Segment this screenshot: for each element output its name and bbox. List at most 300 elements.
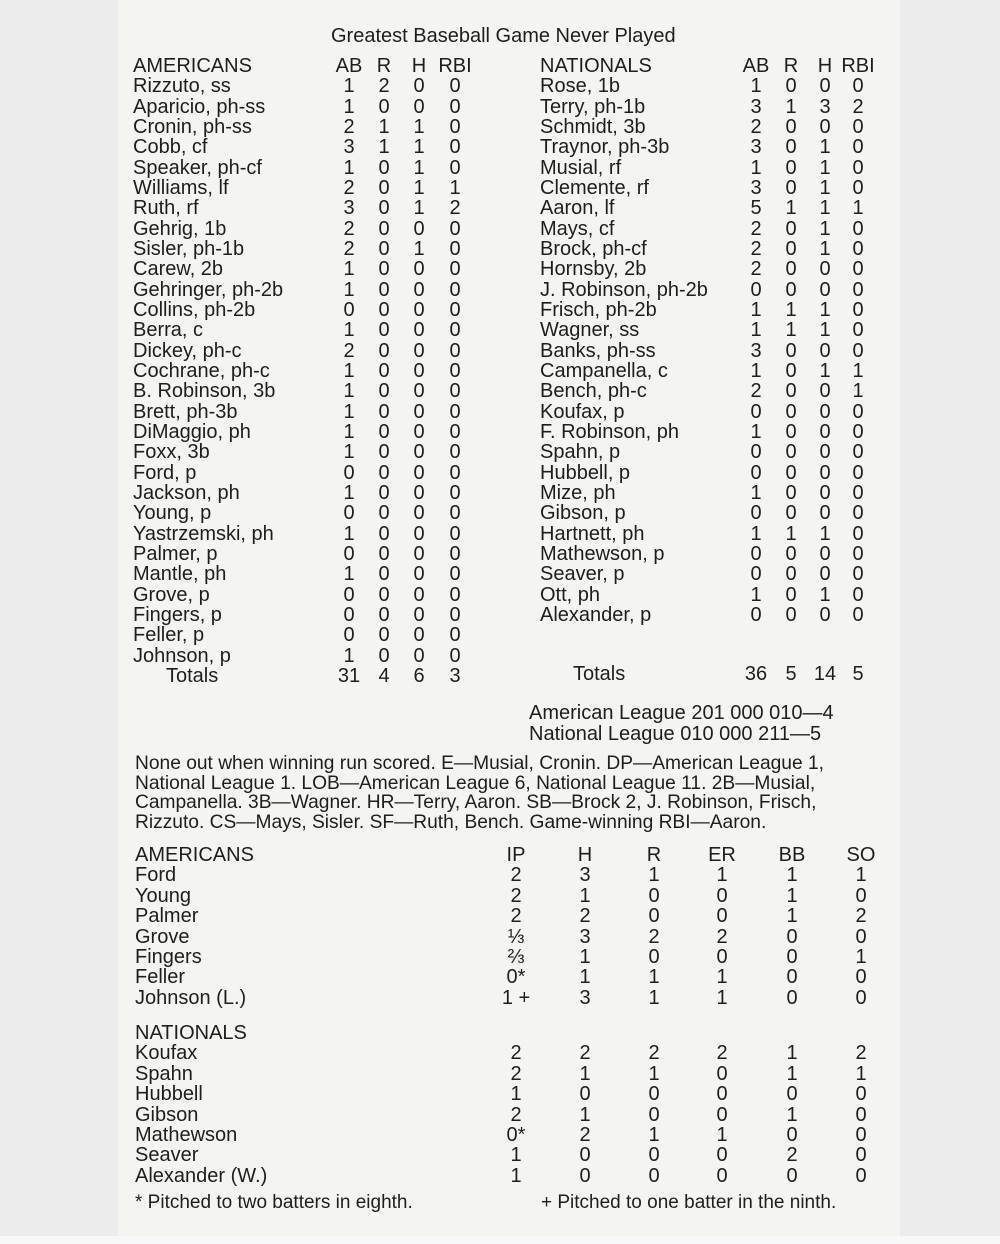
stat-cell: 0 xyxy=(855,1124,867,1146)
stat-cell: 0 xyxy=(378,197,390,220)
title-text: Greatest Baseball Game Never Played xyxy=(331,25,676,47)
stat-cell: 1 xyxy=(750,359,762,382)
stat-cell: 2 xyxy=(750,258,762,281)
stat-cell: 1 xyxy=(413,115,425,138)
stat-cell: 0 xyxy=(449,136,461,159)
pitcher-name: Fingers xyxy=(135,946,202,968)
player-name: Aaron, lf xyxy=(540,197,615,220)
stat-cell: 1 xyxy=(786,1062,798,1085)
stat-cell: 0 xyxy=(343,502,355,525)
totals-label: Totals xyxy=(573,663,626,685)
stat-cell: 1 xyxy=(785,95,797,118)
stat-cell: 0 xyxy=(343,583,355,606)
stat-cell: 0 xyxy=(413,420,425,443)
stat-cell: 0 xyxy=(413,258,425,281)
stat-cell: 0 xyxy=(716,884,728,907)
player-row xyxy=(0,646,1000,666)
stat-cell: 0 xyxy=(750,461,762,484)
stat-cell: 1 xyxy=(510,1164,522,1187)
totals-label: Totals xyxy=(166,665,219,687)
player-name: Alexander, p xyxy=(540,603,652,626)
player-name: Rose, 1b xyxy=(540,75,621,98)
player-name: Dickey, ph-c xyxy=(133,339,242,362)
stat-cell: 1 xyxy=(786,884,798,907)
totals-cell: 3 xyxy=(449,665,461,687)
pitcher-row xyxy=(0,1084,1000,1104)
stat-cell: 0 xyxy=(413,624,425,647)
stat-cell: 0 xyxy=(785,339,797,362)
stat-cell: 0 xyxy=(449,461,461,484)
stat-cell: 2 xyxy=(716,925,728,948)
player-name: B. Robinson, 3b xyxy=(133,380,276,403)
stat-cell: 0 xyxy=(785,278,797,301)
pitcher-row xyxy=(0,865,1000,885)
stat-cell: 0 xyxy=(716,905,728,928)
player-name: Seaver, p xyxy=(540,563,625,586)
stat-cell: ⅔ xyxy=(507,946,525,968)
pitcher-name: Young xyxy=(135,884,191,907)
stat-cell: 0 xyxy=(785,258,797,281)
player-name: Mathewson, p xyxy=(540,542,665,565)
stat-cell: 0 xyxy=(378,319,390,342)
stat-cell: 0 xyxy=(413,583,425,606)
stat-cell: 1 xyxy=(786,864,798,887)
stat-cell: 1 xyxy=(852,380,864,403)
totals-cell: 6 xyxy=(413,665,425,687)
stat-cell: 0 xyxy=(750,502,762,525)
column-header: RBI xyxy=(438,55,472,77)
stat-cell: 0 xyxy=(449,380,461,403)
stat-cell: 0 xyxy=(855,925,867,948)
pitcher-name: Grove xyxy=(135,925,190,948)
stat-cell: 0 xyxy=(413,339,425,362)
stat-cell: 3 xyxy=(343,136,355,159)
column-header: BB xyxy=(778,844,806,866)
footnote-eighth: * Pitched to two batters in eighth. xyxy=(135,1192,413,1213)
stat-cell: 0 xyxy=(819,603,831,626)
stat-cell: 1 xyxy=(648,1062,660,1085)
stat-cell: 0 xyxy=(852,75,864,98)
stat-cell: 1 xyxy=(579,946,591,968)
stat-cell: 0 xyxy=(785,583,797,606)
stat-cell: 1 xyxy=(510,1083,522,1106)
totals-cell: 5 xyxy=(852,663,864,685)
stat-cell: 0 xyxy=(449,441,461,464)
stat-cell: 1 xyxy=(785,522,797,545)
stat-cell: 1 xyxy=(449,176,461,199)
player-name: F. Robinson, ph xyxy=(540,420,679,443)
player-name: J. Robinson, ph-2b xyxy=(540,278,708,301)
player-name: Gehringer, ph-2b xyxy=(133,278,284,301)
stat-cell: 0 xyxy=(852,115,864,138)
stat-cell: 0 xyxy=(852,461,864,484)
stat-cell: 0 xyxy=(413,95,425,118)
stat-cell: 1 xyxy=(786,1103,798,1126)
stat-cell: 0 xyxy=(785,359,797,382)
stat-cell: 1 xyxy=(855,946,867,968)
stat-cell: 0 xyxy=(855,1103,867,1126)
player-name: Clemente, rf xyxy=(540,176,649,199)
stat-cell: 0 xyxy=(852,583,864,606)
stat-cell: 2 xyxy=(343,176,355,199)
stat-cell: 1 xyxy=(750,75,762,98)
stat-cell: 0 xyxy=(750,278,762,301)
stat-cell: 3 xyxy=(579,864,591,887)
stat-cell: 0 xyxy=(852,278,864,301)
player-row xyxy=(0,198,1000,218)
player-row xyxy=(0,137,1000,157)
stat-cell: 2 xyxy=(510,1103,522,1126)
player-row xyxy=(0,239,1000,259)
player-row xyxy=(0,117,1000,137)
header-row xyxy=(0,56,1000,76)
stat-cell: 0 xyxy=(852,237,864,260)
stat-cell: 1 xyxy=(855,864,867,887)
stat-cell: 0 xyxy=(579,1144,591,1167)
stat-cell: 0 xyxy=(449,278,461,301)
stat-cell: 1 xyxy=(413,176,425,199)
pitcher-name: Palmer xyxy=(135,905,199,928)
stat-cell: 0 xyxy=(852,258,864,281)
stat-cell: 2 xyxy=(579,1042,591,1065)
stat-cell: 2 xyxy=(510,884,522,907)
stat-cell: 1 xyxy=(343,95,355,118)
stat-cell: 1 xyxy=(819,359,831,382)
stat-cell: 2 xyxy=(648,1042,660,1065)
player-name: Spahn, p xyxy=(540,441,621,464)
stat-cell: 0 xyxy=(855,1144,867,1167)
stat-cell: 0 xyxy=(449,522,461,545)
stat-cell: 0 xyxy=(785,75,797,98)
stat-cell: 2 xyxy=(855,1042,867,1065)
stat-cell: 0 xyxy=(413,502,425,525)
stat-cell: 1 xyxy=(343,481,355,504)
stat-cell: 0 xyxy=(819,481,831,504)
stat-cell: 0 xyxy=(852,502,864,525)
bottom-margin xyxy=(0,1236,1000,1244)
team-name: AMERICANS xyxy=(133,55,252,77)
stat-cell: 2 xyxy=(343,339,355,362)
stat-cell: 0 xyxy=(579,1164,591,1187)
player-name: DiMaggio, ph xyxy=(133,420,251,443)
stat-cell: 0 xyxy=(378,481,390,504)
player-row xyxy=(0,422,1000,442)
stat-cell: 2 xyxy=(579,905,591,928)
stat-cell: 0 xyxy=(449,258,461,281)
player-name: Speaker, ph-cf xyxy=(133,156,262,179)
stat-cell: 0 xyxy=(855,1164,867,1187)
stat-cell: 1 xyxy=(819,136,831,159)
stat-cell: 0 xyxy=(852,603,864,626)
column-header: R xyxy=(646,844,662,866)
stat-cell: 0 xyxy=(449,298,461,321)
stat-cell: 0 xyxy=(413,217,425,240)
player-name: Palmer, p xyxy=(133,542,218,565)
pitcher-row xyxy=(0,886,1000,906)
stat-cell: 0 xyxy=(449,156,461,179)
stat-cell: 3 xyxy=(750,95,762,118)
column-header: ER xyxy=(708,844,736,866)
stat-cell: 1 + xyxy=(501,986,531,1009)
stat-cell: 1 xyxy=(648,986,660,1009)
stat-cell: 3 xyxy=(579,986,591,1009)
stat-cell: 0 xyxy=(413,441,425,464)
player-row xyxy=(0,402,1000,422)
player-row xyxy=(0,463,1000,483)
stat-cell: 0 xyxy=(852,563,864,586)
player-name: Cobb, cf xyxy=(133,136,208,159)
totals-cell: 5 xyxy=(785,663,797,685)
stat-cell: 0 xyxy=(855,1083,867,1106)
stat-cell: 0 xyxy=(786,925,798,948)
player-row xyxy=(0,97,1000,117)
player-name: Traynor, ph-3b xyxy=(540,136,670,159)
note-line: Campanella. 3B—Wagner. HR—Terry, Aaron. SB—Brock 2, J. Robinson, Frisch, xyxy=(135,792,817,814)
player-name: Yastrzemski, ph xyxy=(133,522,274,545)
stat-cell: 0 xyxy=(413,278,425,301)
stat-cell: 1 xyxy=(378,136,390,159)
stat-cell: 1 xyxy=(343,258,355,281)
stat-cell: 0 xyxy=(413,481,425,504)
stat-cell: 0 xyxy=(716,1144,728,1167)
stat-cell: 0 xyxy=(852,156,864,179)
stat-cell: 0 xyxy=(855,966,867,989)
stat-cell: 1 xyxy=(785,319,797,342)
stat-cell: 1 xyxy=(819,217,831,240)
player-row xyxy=(0,280,1000,300)
stat-cell: 1 xyxy=(343,380,355,403)
player-name: Frisch, ph-2b xyxy=(540,298,657,321)
pitcher-row xyxy=(0,1125,1000,1145)
column-header: H xyxy=(817,55,833,77)
stat-cell: 1 xyxy=(819,197,831,220)
player-row xyxy=(0,320,1000,340)
stat-cell: 0 xyxy=(785,461,797,484)
player-name: Berra, c xyxy=(133,319,204,342)
stat-cell: 0 xyxy=(413,563,425,586)
stat-cell: 0 xyxy=(378,400,390,423)
stat-cell: 0 xyxy=(648,1164,660,1187)
team-name: NATIONALS xyxy=(540,55,652,77)
stat-cell: 0 xyxy=(819,339,831,362)
stat-cell: 0 xyxy=(819,563,831,586)
player-name: Collins, ph-2b xyxy=(133,298,256,321)
stat-cell: 1 xyxy=(852,359,864,382)
player-name: Gehrig, 1b xyxy=(133,217,227,240)
column-header: AB xyxy=(742,55,770,77)
player-row xyxy=(0,158,1000,178)
stat-cell: ⅓ xyxy=(507,925,525,948)
stat-cell: 0 xyxy=(449,502,461,525)
player-row xyxy=(0,76,1000,96)
stat-cell: 1 xyxy=(648,966,660,989)
stat-cell: 2 xyxy=(343,217,355,240)
pitcher-name: Koufax xyxy=(135,1042,198,1065)
player-row xyxy=(0,259,1000,279)
stat-cell: 0 xyxy=(648,1103,660,1126)
game-notes xyxy=(135,754,870,832)
stat-cell: 0 xyxy=(785,217,797,240)
stat-cell: 0 xyxy=(819,400,831,423)
stat-cell: 0 xyxy=(449,319,461,342)
stat-cell: 0 xyxy=(785,400,797,423)
stat-cell: 0 xyxy=(819,461,831,484)
stat-cell: 0 xyxy=(750,563,762,586)
stat-cell: 0 xyxy=(343,542,355,565)
pitcher-row xyxy=(0,1105,1000,1125)
stat-cell: 1 xyxy=(750,319,762,342)
pitcher-name: Seaver xyxy=(135,1144,199,1167)
stat-cell: 1 xyxy=(343,420,355,443)
stat-cell: 2 xyxy=(648,925,660,948)
stat-cell: 2 xyxy=(786,1144,798,1167)
stat-cell: 1 xyxy=(579,884,591,907)
stat-cell: 0 xyxy=(449,95,461,118)
stat-cell: 2 xyxy=(510,905,522,928)
stat-cell: 0 xyxy=(750,400,762,423)
player-row xyxy=(0,503,1000,523)
stat-cell: 1 xyxy=(716,966,728,989)
line-score-national: National League 010 000 211—5 xyxy=(529,723,822,745)
stat-cell: 2 xyxy=(510,864,522,887)
stat-cell: 0 xyxy=(378,258,390,281)
stat-cell: 1 xyxy=(819,176,831,199)
player-name: Sisler, ph-1b xyxy=(133,237,245,260)
stat-cell: 1 xyxy=(750,522,762,545)
stat-cell: 0 xyxy=(786,1164,798,1187)
stat-cell: 0 xyxy=(413,359,425,382)
stat-cell: 0 xyxy=(449,359,461,382)
stat-cell: 0 xyxy=(852,441,864,464)
player-name: Gibson, p xyxy=(540,502,626,525)
stat-cell: 0 xyxy=(716,1103,728,1126)
stat-cell: 0 xyxy=(378,298,390,321)
player-name: Ford, p xyxy=(133,461,197,484)
player-name: Hornsby, 2b xyxy=(540,258,647,281)
pitcher-row xyxy=(0,988,1000,1008)
header-row xyxy=(0,1023,1000,1043)
stat-cell: 0 xyxy=(378,441,390,464)
stat-cell: 1 xyxy=(786,905,798,928)
stat-cell: 0 xyxy=(750,603,762,626)
stat-cell: 1 xyxy=(819,156,831,179)
stat-cell: 0 xyxy=(852,298,864,321)
pitcher-name: Alexander (W.) xyxy=(135,1164,268,1187)
stat-cell: 1 xyxy=(413,197,425,220)
stat-cell: 0 xyxy=(413,461,425,484)
stat-cell: 0 xyxy=(648,905,660,928)
stat-cell: 0 xyxy=(785,481,797,504)
player-name: Aparicio, ph-ss xyxy=(133,95,266,118)
stat-cell: 0 xyxy=(413,542,425,565)
stat-cell: 0 xyxy=(449,115,461,138)
stat-cell: 0 xyxy=(785,563,797,586)
stat-cell: 1 xyxy=(785,197,797,220)
stat-cell: 1 xyxy=(343,278,355,301)
stat-cell: 0 xyxy=(378,176,390,199)
pitcher-name: Mathewson xyxy=(135,1124,238,1146)
stat-cell: 3 xyxy=(819,95,831,118)
stat-cell: 2 xyxy=(750,380,762,403)
stat-cell: 1 xyxy=(343,400,355,423)
player-name: Terry, ph-1b xyxy=(540,95,646,118)
player-name: Campanella, c xyxy=(540,359,668,382)
player-name: Cochrane, ph-c xyxy=(133,359,270,382)
stat-cell: 0 xyxy=(343,603,355,626)
player-name: Foxx, 3b xyxy=(133,441,210,464)
player-row xyxy=(0,585,1000,605)
pitcher-row xyxy=(0,947,1000,967)
stat-cell: 0 xyxy=(786,1124,798,1146)
stat-cell: 0 xyxy=(852,339,864,362)
stat-cell: 2 xyxy=(343,115,355,138)
stat-cell: 0 xyxy=(716,1062,728,1085)
player-name: Williams, lf xyxy=(133,176,229,199)
stat-cell: 0 xyxy=(785,441,797,464)
player-name: Feller, p xyxy=(133,624,205,647)
player-row xyxy=(0,381,1000,401)
player-name: Musial, rf xyxy=(540,156,622,179)
stat-cell: 0 xyxy=(378,542,390,565)
totals-cell: 14 xyxy=(813,663,837,685)
player-row xyxy=(0,625,1000,645)
stat-cell: 0 xyxy=(852,522,864,545)
pitcher-row xyxy=(0,1043,1000,1063)
stat-cell: 0 xyxy=(449,400,461,423)
stat-cell: 0 xyxy=(343,298,355,321)
stat-cell: 0 xyxy=(648,884,660,907)
stat-cell: 0 xyxy=(648,1083,660,1106)
stat-cell: 2 xyxy=(343,237,355,260)
totals-cell: 4 xyxy=(378,665,390,687)
stat-cell: 5 xyxy=(750,197,762,220)
stat-cell: 2 xyxy=(716,1042,728,1065)
stat-cell: 0 xyxy=(819,75,831,98)
stat-cell: 3 xyxy=(579,925,591,948)
player-row xyxy=(0,300,1000,320)
stat-cell: 0 xyxy=(819,380,831,403)
stat-cell: 0 xyxy=(785,603,797,626)
player-name: Wagner, ss xyxy=(540,319,640,342)
stat-cell: 0 xyxy=(855,986,867,1009)
stat-cell: 2 xyxy=(449,197,461,220)
stat-cell: 2 xyxy=(750,217,762,240)
stat-cell: 0 xyxy=(750,542,762,565)
stat-cell: 0 xyxy=(449,420,461,443)
stat-cell: 1 xyxy=(716,986,728,1009)
stat-cell: 0 xyxy=(378,95,390,118)
stat-cell: 0 xyxy=(449,217,461,240)
stat-cell: 1 xyxy=(855,1062,867,1085)
stat-cell: 3 xyxy=(750,339,762,362)
stat-cell: 1 xyxy=(343,75,355,98)
stat-cell: 0 xyxy=(449,237,461,260)
player-name: Koufax, p xyxy=(540,400,625,423)
player-row xyxy=(0,178,1000,198)
stat-cell: 0 xyxy=(449,644,461,667)
player-name: Hartnett, ph xyxy=(540,522,645,545)
stat-cell: 1 xyxy=(648,1124,660,1146)
player-row xyxy=(0,219,1000,239)
stat-cell: 2 xyxy=(510,1062,522,1085)
player-name: Banks, ph-ss xyxy=(540,339,656,362)
stat-cell: 0 xyxy=(648,1144,660,1167)
stat-cell: 0* xyxy=(506,1124,526,1146)
stat-cell: 1 xyxy=(413,237,425,260)
pitcher-row xyxy=(0,906,1000,926)
stat-cell: 1 xyxy=(579,1062,591,1085)
column-header: H xyxy=(577,844,593,866)
